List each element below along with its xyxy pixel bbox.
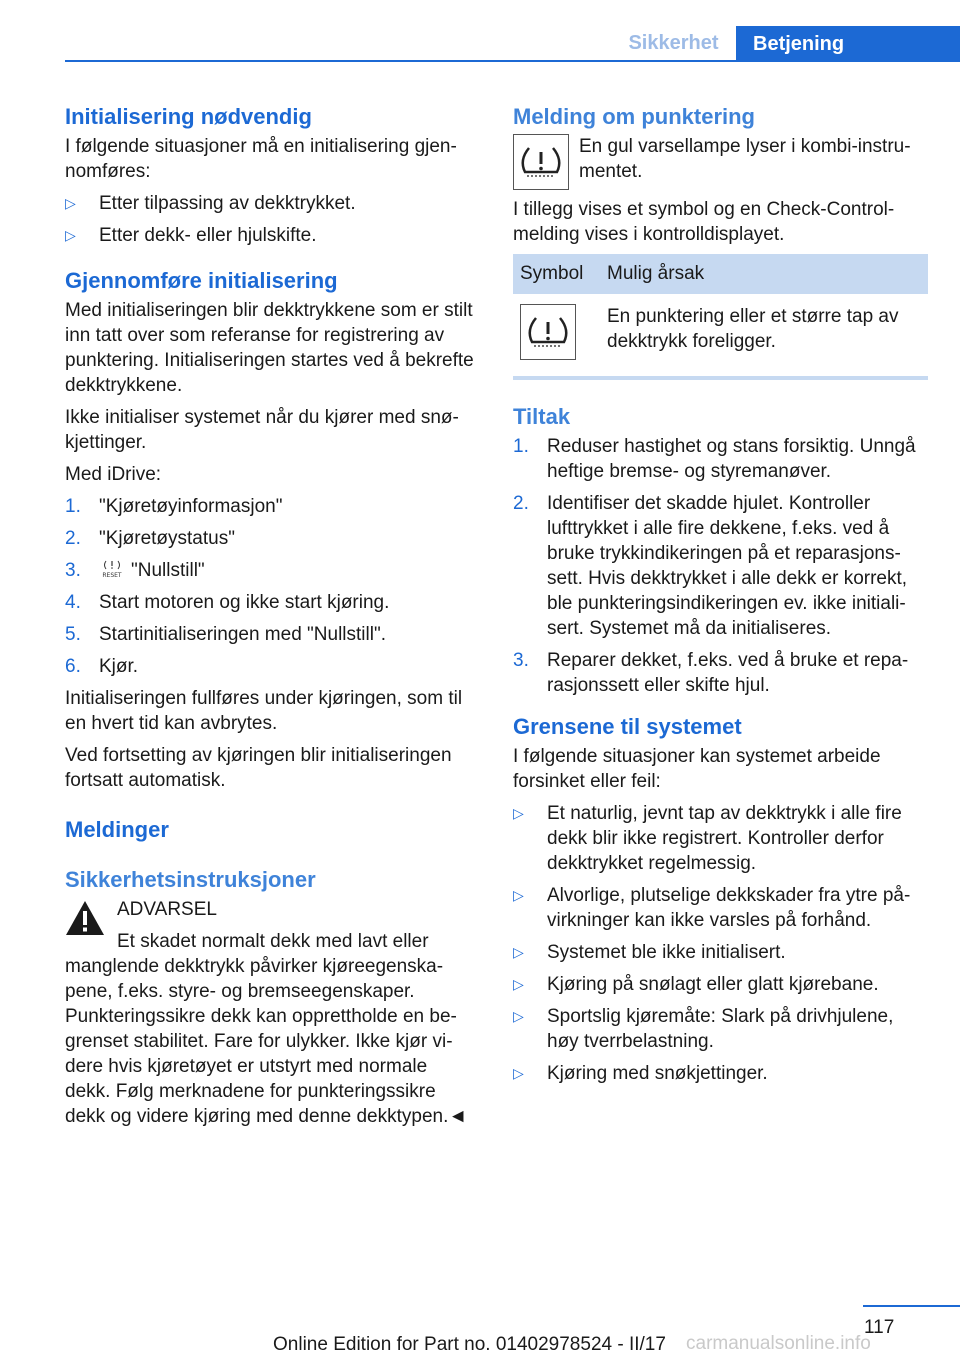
list-item: ▷ Kjøring med snøkjettinger. bbox=[513, 1063, 768, 1084]
bullet-arrow-icon: ▷ bbox=[65, 227, 76, 243]
header-rule bbox=[65, 60, 960, 62]
action-item: 2. Identifiser det skadde hjulet. Kontroller lufttrykket i alle fire dekkene, f.eks. ved å bruke trykkindikeringen på et reparasjonssett. Hvis dekktrykket i alle dekk er korrekt, ble punkteringsindikeringen ev. ikke initialisert. Systemet må da initialiseres. bbox=[513, 493, 908, 639]
bullet-arrow-icon: ▷ bbox=[513, 1065, 524, 1081]
tab-sikkerhet[interactable]: Sikkerhet bbox=[628, 31, 719, 54]
warning-block bbox=[65, 897, 477, 1129]
bullet-arrow-icon: ▷ bbox=[513, 976, 524, 992]
table-cell-cause: En punktering eller et større tap av dekktrykk foreligger. bbox=[607, 306, 899, 352]
warning-lamp-row bbox=[513, 134, 928, 190]
heading-perform-init: Gjennomføre initialisering bbox=[65, 268, 338, 293]
heading-actions: Tiltak bbox=[513, 404, 571, 429]
list-item: ▷ Etter dekk- eller hjulskifte. bbox=[65, 225, 317, 246]
warning-triangle-icon bbox=[65, 899, 105, 937]
step-item: 2. "Kjøretøystatus" bbox=[65, 528, 235, 549]
list-item: ▷ Et naturlig, jevnt tap av dekktrykk i alle fire dekk blir ikke registrert. Kontroller derfor dekktrykket regelmessig. bbox=[513, 803, 902, 874]
bullet-arrow-icon: ▷ bbox=[513, 944, 524, 960]
edition-footer: Online Edition for Part no. 01402978524 - II/17 bbox=[273, 1334, 666, 1355]
bullet-arrow-icon: ▷ bbox=[513, 1008, 524, 1024]
heading-messages: Meldinger bbox=[65, 817, 169, 842]
heading-safety: Sikkerhetsinstruksjoner bbox=[65, 867, 316, 892]
step-item: 3. RESET "Nullstill" bbox=[65, 560, 205, 581]
symbol-table bbox=[513, 254, 928, 372]
para-warning-lamp: En gul varsellampe lyser i kombi-instrumentet. bbox=[579, 136, 911, 182]
heading-system-limits: Grensene til systemet bbox=[513, 714, 742, 739]
steps-list bbox=[65, 494, 477, 679]
table-row bbox=[513, 294, 928, 372]
para-perform-3: Med iDrive: bbox=[65, 464, 162, 485]
table-header-symbol: Symbol bbox=[513, 254, 600, 294]
reset-icon bbox=[99, 559, 125, 579]
para-limits: I følgende situasjoner kan systemet arbeide forsinket eller feil: bbox=[513, 746, 881, 792]
warning-title: ADVARSEL bbox=[117, 899, 217, 920]
step-item: 1. "Kjøretøyinformasjon" bbox=[65, 496, 283, 517]
list-item: ▷ Kjøring på snølagt eller glatt kjørebane. bbox=[513, 974, 879, 995]
list-item: ▷ Systemet ble ikke initialisert. bbox=[513, 942, 786, 963]
para-perform-2: Ikke initialiser systemet når du kjører med snøkjettinger. bbox=[65, 407, 459, 453]
table-cell-symbol bbox=[513, 294, 600, 372]
bullet-arrow-icon: ▷ bbox=[513, 887, 524, 903]
tab-betjening[interactable]: Betjening bbox=[736, 26, 960, 62]
tire-pressure-warning-icon bbox=[513, 134, 569, 190]
heading-init-needed: Initialisering nødvendig bbox=[65, 104, 312, 129]
page-number: 117 bbox=[864, 1317, 895, 1338]
para-perform-1: Med initialiseringen blir dekktrykkene som er stilt inn tatt over som referanse for registrering av punktering. Initialiseringen startes ved å bekrefte dekktrykkene. bbox=[65, 300, 474, 396]
list-item: ▷ Etter tilpassing av dekktrykket. bbox=[65, 193, 356, 214]
step-item: 6. Kjør. bbox=[65, 656, 139, 677]
para-after-1: Initialiseringen fullføres under kjøringen, som til en hvert tid kan avbrytes. bbox=[65, 688, 463, 734]
table-bottom-rule bbox=[513, 376, 928, 380]
step-item: 5. Startinitialiseringen med "Nullstill". bbox=[65, 624, 386, 645]
para-init-needed: I følgende situasjoner må en initialisering gjennomføres: bbox=[65, 136, 457, 182]
heading-puncture-message: Melding om punktering bbox=[513, 104, 755, 129]
step-item: 4. Start motoren og ikke start kjøring. bbox=[65, 592, 390, 613]
limits-list bbox=[513, 801, 928, 1086]
list-item: ▷ Alvorlige, plutselige dekkskader fra ytre påvirkninger kan ikke varsles på forhånd. bbox=[513, 885, 911, 931]
list-init-needed bbox=[65, 191, 477, 248]
bullet-arrow-icon: ▷ bbox=[513, 805, 524, 821]
para-after-2: Ved fortsetting av kjøringen blir initialiseringen fortsatt automatisk. bbox=[65, 745, 452, 791]
bullet-arrow-icon: ▷ bbox=[65, 195, 76, 211]
page-number-rule bbox=[863, 1305, 960, 1307]
table-header-cause: Mulig årsak bbox=[600, 254, 928, 294]
left-column bbox=[65, 100, 477, 1136]
right-column bbox=[513, 100, 928, 1093]
para-symbol: I tillegg vises et symbol og en Check-Control-melding vises i kontrolldisplayet. bbox=[513, 199, 895, 245]
action-item: 3. Reparer dekket, f.eks. ved å bruke et reparasjonssett eller skifte hjul. bbox=[513, 650, 909, 696]
action-item: 1. Reduser hastighet og stans forsiktig. Unngå heftige bremse- og styremanøver. bbox=[513, 436, 916, 482]
actions-list bbox=[513, 434, 928, 698]
warning-text: Et skadet normalt dekk med lavt eller manglende dekktrykk påvirker kjøreegenskapene, f.eks. styre- og bremseegenskaper. Punkteringssikre dekk kan opprettholde en begrenset stabilitet. Fare for ulykker. Ikke kjør videre hvis kjøretøyet er utstyrt med normale dekk. Følg merknadene for punkteringssikre dekk og videre kjøring med denne dekktypen.◄ bbox=[65, 931, 468, 1127]
svg-text:RESET: RESET bbox=[102, 572, 122, 579]
watermark: carmanualsonline.info bbox=[686, 1333, 871, 1354]
list-item: ▷ Sportslig kjøremåte: Slark på drivhjulene, høy tverrbelastning. bbox=[513, 1006, 894, 1052]
tire-pressure-warning-icon bbox=[520, 304, 576, 360]
